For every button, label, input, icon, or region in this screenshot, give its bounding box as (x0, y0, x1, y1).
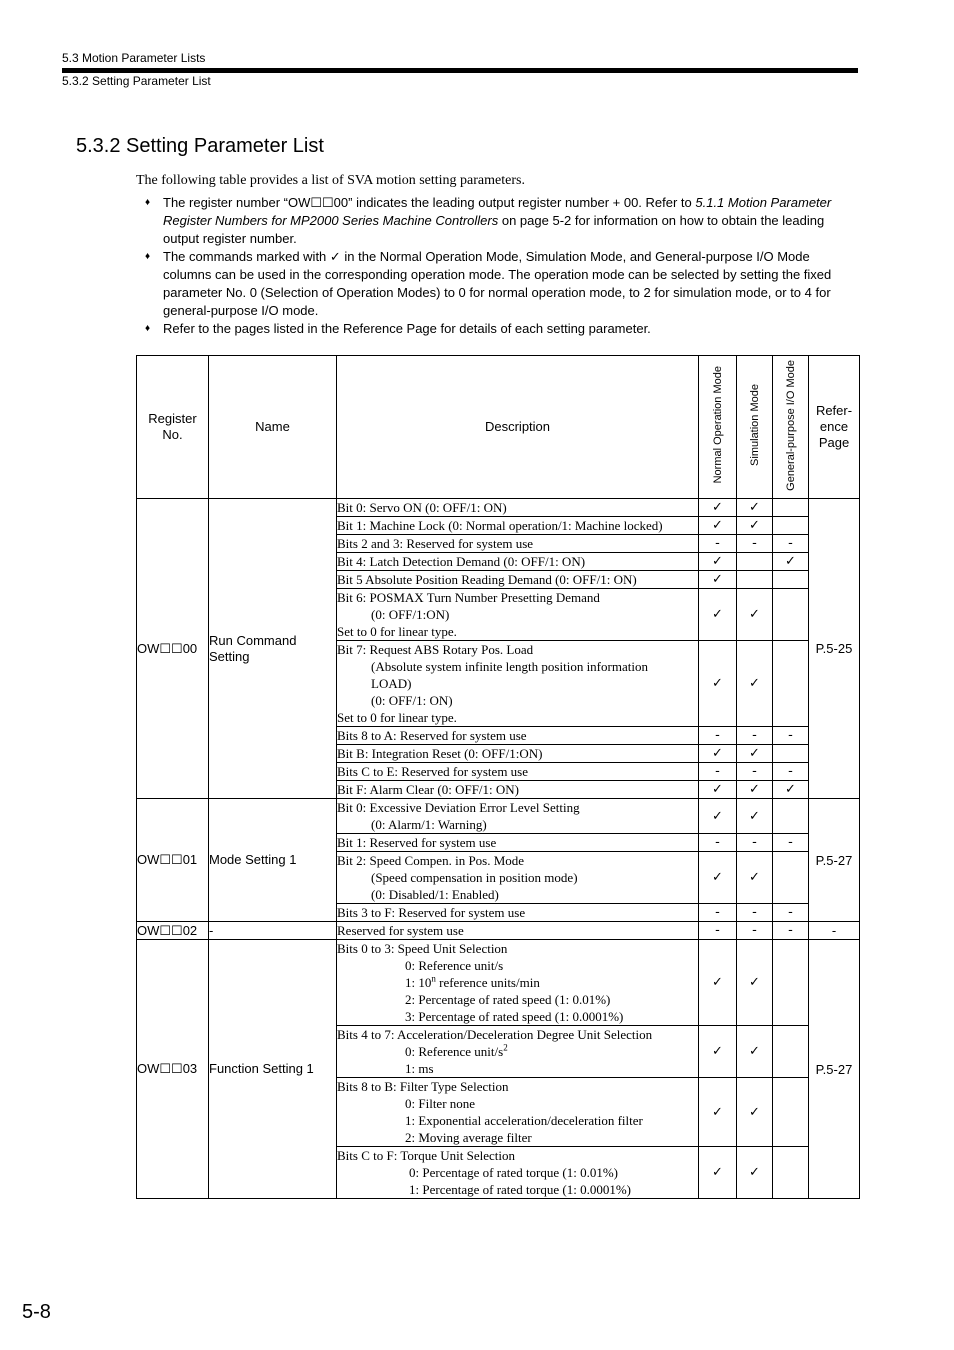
description-cell: Bit 0: Servo ON (0: OFF/1: ON) (337, 499, 699, 517)
simulation-mode-mark: - (737, 834, 773, 852)
register-number: OW☐☐01 (137, 799, 209, 922)
simulation-mode-mark: - (737, 904, 773, 922)
simulation-mode-mark: ✓ (737, 517, 773, 535)
reference-page: P.5-27 (809, 799, 860, 922)
bullet-diamond-icon: ♦ (145, 323, 151, 334)
notes-list (145, 194, 857, 338)
intro-paragraph: The following table provides a list of SVA motion setting parameters. (136, 173, 525, 188)
description-cell: Bits C to E: Reserved for system use (337, 763, 699, 781)
register-number: OW☐☐02 (137, 922, 209, 940)
description-cell: Bit 7: Request ABS Rotary Pos. Load (Absolute system infinite length position information LOAD) (0: OFF/1: ON) Set to 0 for linear type. (337, 641, 699, 727)
setting-parameter-table (136, 355, 860, 1199)
simulation-mode-mark (737, 571, 773, 589)
parameter-name: - (209, 922, 337, 940)
simulation-mode-mark: ✓ (737, 589, 773, 641)
simulation-mode-mark: ✓ (737, 852, 773, 904)
normal-mode-mark: ✓ (699, 781, 737, 799)
normal-mode-mark: ✓ (699, 589, 737, 641)
simulation-mode-mark: ✓ (737, 799, 773, 834)
table-body (137, 499, 860, 1199)
note-item: ♦ The register number “OW☐☐00” indicates the leading output register number + 00. Refer to 5.1.1 Motion Parameter Register Numbers for MP2000 Series Machine Controllers on page 5-2 for information on how to obtain the leading output register number. (145, 195, 832, 246)
general-mode-mark (773, 852, 809, 904)
description-cell: Bits 8 to A: Reserved for system use (337, 727, 699, 745)
normal-mode-mark: ✓ (699, 799, 737, 834)
description-cell: Bit F: Alarm Clear (0: OFF/1: ON) (337, 781, 699, 799)
note-item: ♦ Refer to the pages listed in the Reference Page for details of each setting parameter. (145, 321, 651, 336)
table-row (137, 922, 860, 940)
description-cell: Bits 0 to 3: Speed Unit Selection 0: Reference unit/s 1: 10$^n$ reference units/min 2: Percentage of rated speed (1: 0.01%) 3: Percentage of rated speed (1: 0.0001%) (337, 940, 699, 1026)
normal-mode-mark: ✓ (699, 1026, 737, 1078)
header-name: Name (209, 356, 337, 499)
header-general-mode: General-purpose I/O Mode (773, 356, 809, 499)
page-title: 5.3.2 Setting Parameter List (76, 135, 324, 157)
simulation-mode-mark: ✓ (737, 781, 773, 799)
parameter-name: Mode Setting 1 (209, 799, 337, 922)
running-header-section: 5.3 Motion Parameter Lists (62, 51, 206, 65)
header-description: Description (337, 356, 699, 499)
table-row (137, 799, 860, 834)
normal-mode-mark: ✓ (699, 571, 737, 589)
simulation-mode-mark: ✓ (737, 1026, 773, 1078)
description-cell: Bit 5 Absolute Position Reading Demand (0: OFF/1: ON) (337, 571, 699, 589)
description-cell: Bit 1: Reserved for system use (337, 834, 699, 852)
general-mode-mark: - (773, 922, 809, 940)
general-mode-mark: - (773, 535, 809, 553)
page-number: 5-8 (22, 1301, 51, 1323)
general-mode-mark (773, 499, 809, 517)
general-mode-mark (773, 1026, 809, 1078)
description-cell: Bits 4 to 7: Acceleration/Deceleration Degree Unit Selection 0: Reference unit/$s^2$ 1: ms (337, 1026, 699, 1078)
table-row (137, 940, 860, 1026)
parameter-name: Function Setting 1 (209, 940, 337, 1199)
header-simulation-mode: Simulation Mode (737, 356, 773, 499)
normal-mode-mark: ✓ (699, 641, 737, 727)
general-mode-mark (773, 799, 809, 834)
normal-mode-mark: ✓ (699, 940, 737, 1026)
simulation-mode-mark: ✓ (737, 499, 773, 517)
simulation-mode-mark: ✓ (737, 1147, 773, 1199)
description-cell: Bit 6: POSMAX Turn Number Presetting Demand (0: OFF/1:ON) Set to 0 for linear type. (337, 589, 699, 641)
general-mode-mark: - (773, 763, 809, 781)
register-number: OW☐☐00 (137, 499, 209, 799)
general-mode-mark (773, 571, 809, 589)
general-mode-mark (773, 589, 809, 641)
normal-mode-mark: ✓ (699, 1147, 737, 1199)
description-cell: Bit B: Integration Reset (0: OFF/1:ON) (337, 745, 699, 763)
general-mode-mark (773, 1147, 809, 1199)
normal-mode-mark: ✓ (699, 553, 737, 571)
normal-mode-mark: - (699, 922, 737, 940)
general-mode-mark (773, 745, 809, 763)
header-normal-mode: Normal Operation Mode (699, 356, 737, 499)
description-cell: Bit 2: Speed Compen. in Pos. Mode (Speed compensation in position mode) (0: Disabled/1: Enabled) (337, 852, 699, 904)
reference-page: P.5-27 (809, 940, 860, 1199)
description-cell: Bits 3 to F: Reserved for system use (337, 904, 699, 922)
bullet-diamond-icon: ♦ (145, 251, 151, 262)
simulation-mode-mark: ✓ (737, 641, 773, 727)
table-row (137, 499, 860, 517)
general-mode-mark: ✓ (773, 553, 809, 571)
header-reference-page: Refer- ence Page (809, 356, 860, 499)
description-cell: Bit 0: Excessive Deviation Error Level Setting (0: Alarm/1: Warning) (337, 799, 699, 834)
description-cell: Reserved for system use (337, 922, 699, 940)
description-cell: Bit 4: Latch Detection Demand (0: OFF/1: ON) (337, 553, 699, 571)
normal-mode-mark: ✓ (699, 1078, 737, 1147)
general-mode-mark: - (773, 904, 809, 922)
running-header-subsection: 5.3.2 Setting Parameter List (62, 74, 211, 88)
header-rule (62, 68, 858, 73)
normal-mode-mark: ✓ (699, 517, 737, 535)
description-cell: Bits 8 to B: Filter Type Selection 0: Filter none 1: Exponential acceleration/deceleration filter 2: Moving average filter (337, 1078, 699, 1147)
normal-mode-mark: ✓ (699, 499, 737, 517)
table-header-row (137, 356, 860, 499)
cross-reference: 5.1.1 Motion Parameter Register Numbers for MP2000 Series Machine Controllers (163, 195, 832, 228)
general-mode-mark: - (773, 834, 809, 852)
general-mode-mark: - (773, 727, 809, 745)
description-cell: Bit 1: Machine Lock (0: Normal operation/1: Machine locked) (337, 517, 699, 535)
general-mode-mark (773, 940, 809, 1026)
simulation-mode-mark: ✓ (737, 745, 773, 763)
reference-page: - (809, 922, 860, 940)
description-cell: Bits 2 and 3: Reserved for system use (337, 535, 699, 553)
register-number: OW☐☐03 (137, 940, 209, 1199)
reference-page: P.5-25 (809, 499, 860, 799)
general-mode-mark (773, 517, 809, 535)
simulation-mode-mark: - (737, 727, 773, 745)
normal-mode-mark: - (699, 727, 737, 745)
bullet-diamond-icon: ♦ (145, 197, 151, 208)
normal-mode-mark: ✓ (699, 852, 737, 904)
simulation-mode-mark: - (737, 535, 773, 553)
simulation-mode-mark: ✓ (737, 940, 773, 1026)
parameter-name: Run Command Setting (209, 499, 337, 799)
normal-mode-mark: ✓ (699, 745, 737, 763)
general-mode-mark: ✓ (773, 781, 809, 799)
normal-mode-mark: - (699, 834, 737, 852)
simulation-mode-mark: ✓ (737, 1078, 773, 1147)
normal-mode-mark: - (699, 904, 737, 922)
general-mode-mark (773, 641, 809, 727)
description-cell: Bits C to F: Torque Unit Selection 0: Percentage of rated torque (1: 0.01%) 1: Percentage of rated torque (1: 0.0001%) (337, 1147, 699, 1199)
note-item: ♦ The commands marked with ✓ in the Normal Operation Mode, Simulation Mode, and General-purpose I/O Mode columns can be used in the corresponding operation mode. The operation mode can be selected by setting the fixed parameter No. 0 (Selection of Operation Modes) to 0 for normal operation mode, to 2 for simulation mode, or to 4 for general-purpose I/O mode. (145, 249, 832, 318)
normal-mode-mark: - (699, 535, 737, 553)
normal-mode-mark: - (699, 763, 737, 781)
header-register: Register No. (137, 356, 209, 499)
general-mode-mark (773, 1078, 809, 1147)
simulation-mode-mark (737, 553, 773, 571)
simulation-mode-mark: - (737, 922, 773, 940)
simulation-mode-mark: - (737, 763, 773, 781)
